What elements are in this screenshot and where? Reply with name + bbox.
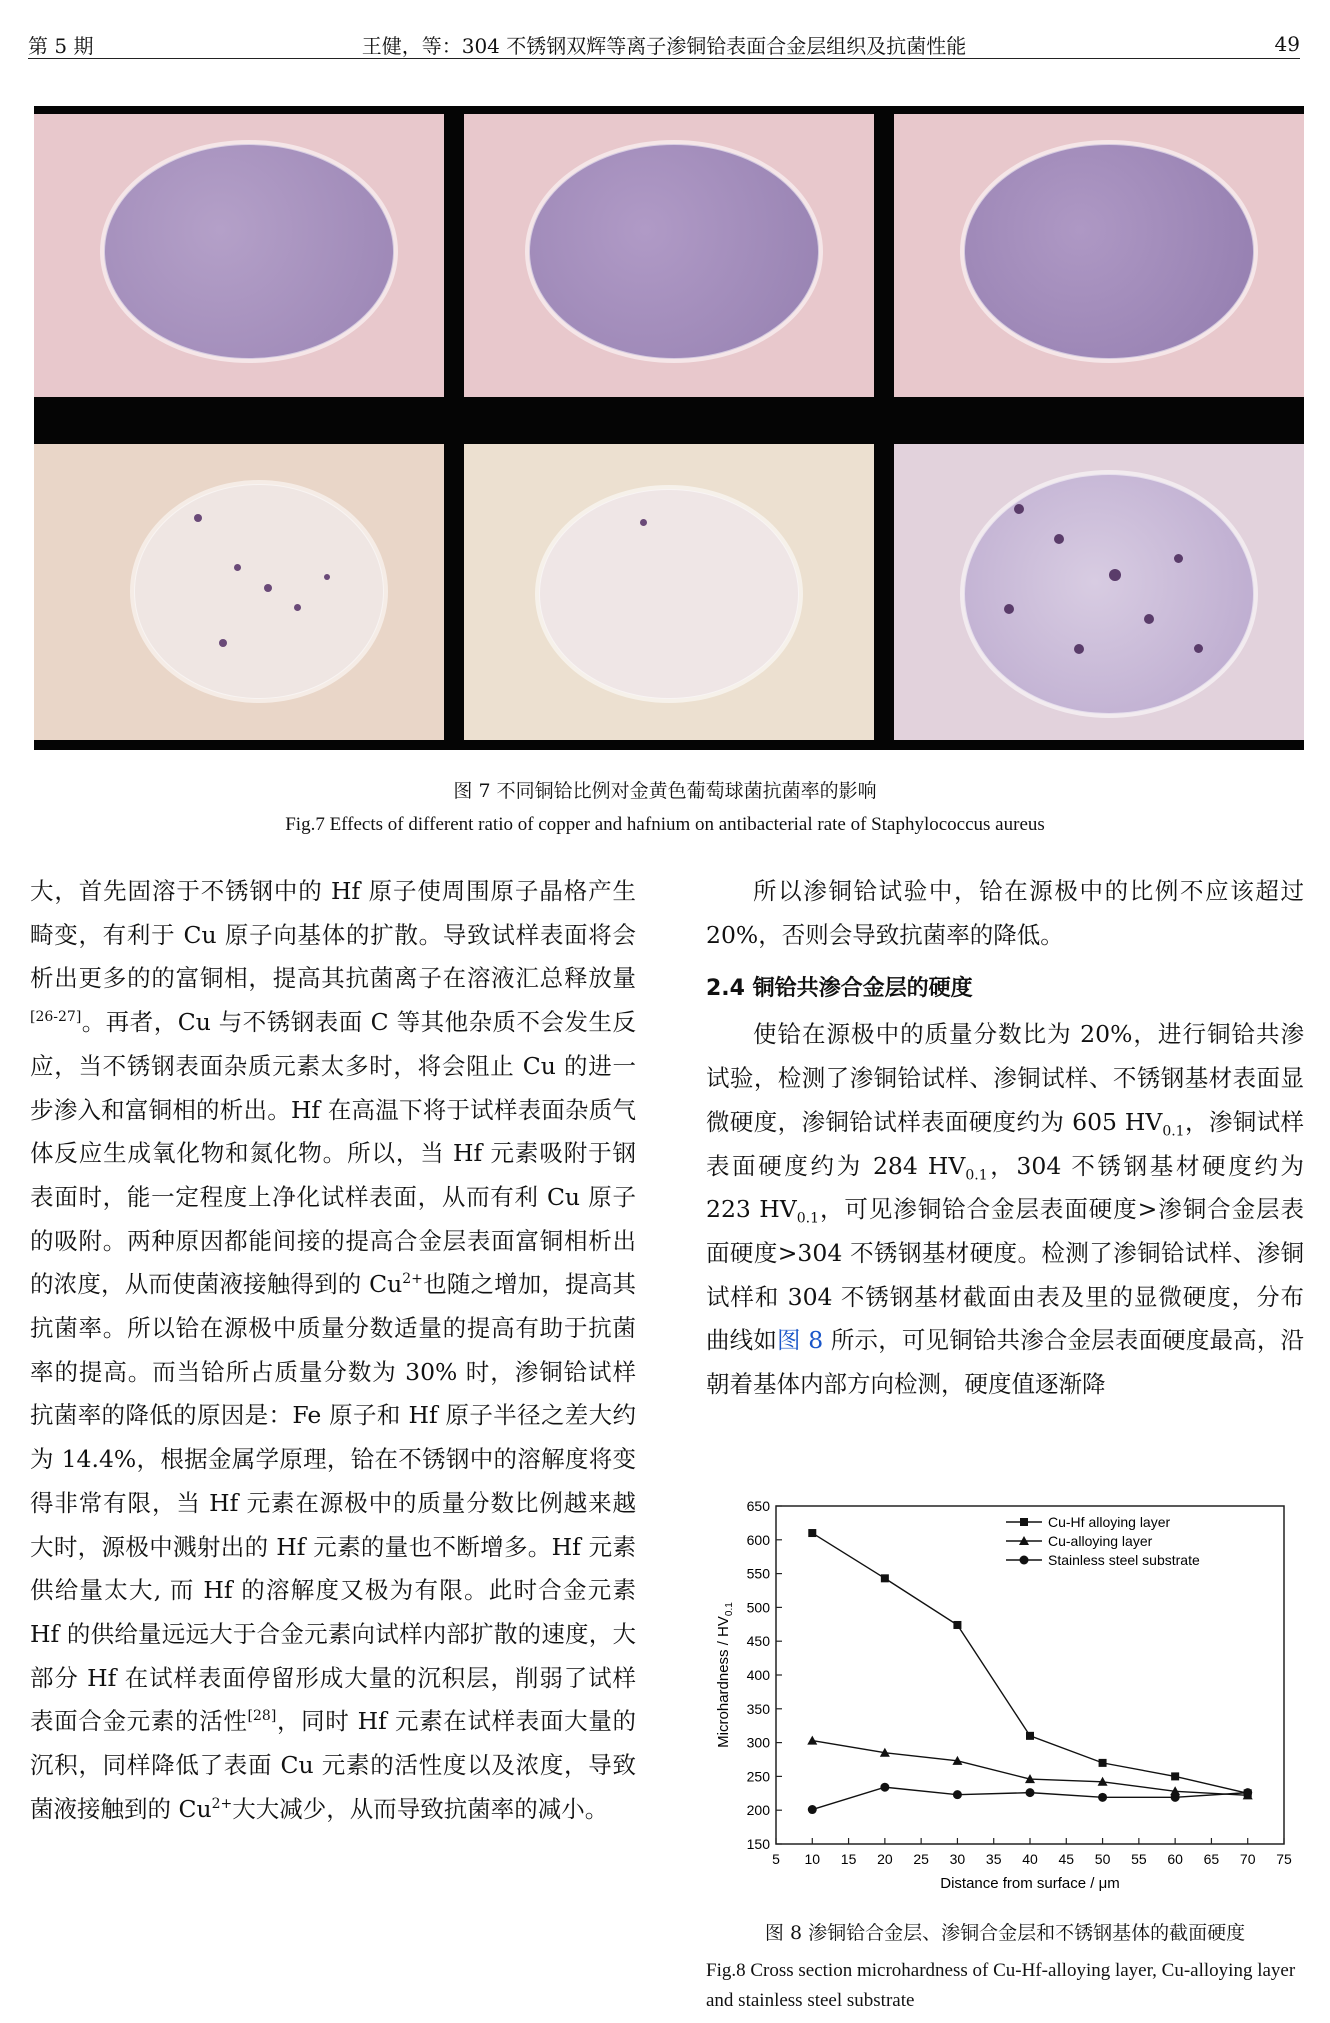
- series-line: [812, 1741, 1247, 1796]
- colony: [264, 584, 272, 592]
- figure8-caption-cn: 图 8 渗铜铪合金层、渗铜合金层和不锈钢基体的截面硬度: [764, 1922, 1246, 1944]
- colony: [1054, 534, 1064, 544]
- petri-dish-rim: [525, 140, 823, 363]
- colony: [1109, 569, 1121, 581]
- petri-photo-6: [894, 444, 1304, 740]
- petri-photo-5: [464, 444, 874, 740]
- data-point-circle: [953, 1790, 962, 1799]
- x-tick-label: 45: [1058, 1851, 1075, 1867]
- x-tick-label: 50: [1094, 1851, 1111, 1867]
- citation[interactable]: [28]: [247, 1708, 277, 1725]
- colony: [1174, 554, 1183, 563]
- legend-label: Cu-Hf alloying layer: [1048, 1514, 1171, 1530]
- data-point-triangle: [807, 1736, 817, 1745]
- colony: [1074, 644, 1084, 654]
- petri-dish-rim: [960, 140, 1258, 363]
- data-point-circle: [1243, 1788, 1252, 1797]
- data-point-circle: [1098, 1793, 1107, 1802]
- colony: [1144, 614, 1154, 624]
- paragraph: 所以渗铜铪试验中，铪在源极中的比例不应该超过 20%，否则会导致抗菌率的降低。: [706, 877, 1304, 949]
- petri-dish-rim: [535, 485, 803, 703]
- x-tick-label: 5: [772, 1851, 780, 1867]
- data-point-square: [808, 1529, 816, 1537]
- x-tick-label: 25: [913, 1851, 929, 1867]
- data-point-circle: [808, 1805, 817, 1814]
- y-tick-label: 200: [746, 1802, 770, 1819]
- page-header: [28, 0, 1300, 59]
- figure7-photo-panel: [34, 106, 1304, 750]
- colony: [640, 519, 647, 526]
- running-title: 王健，等：304 不锈钢双辉等离子渗铜铪表面合金层组织及抗菌性能: [361, 34, 967, 58]
- paragraph: 使铪在源极中的质量分数比为 20%，进行铜铪共渗试验，检测了渗铜铪试样、渗铜试样、不锈钢基材表面显微硬度，渗铜铪试样表面硬度约为 605 $HV_{0.1}$，渗铜试样表面硬度约为 284 $HV_{0.1}$，304 不锈钢基材硬度约为 223 $HV_{0.1}$，可见渗铜铪合金层表面硬度>渗铜合金层表面硬度>304 不锈钢基材硬度。检测了渗铜铪试样、渗铜试样和 304 不锈钢基材截面由表及里的显微硬度，分布曲线如图 8 所示，可见铜铪共渗合金层表面硬度最高，沿朝着基体内部方向检测，硬度值逐渐降: [706, 1020, 1305, 1399]
- data-point-square: [1026, 1732, 1034, 1740]
- colony: [1004, 604, 1014, 614]
- data-point-square: [1171, 1772, 1179, 1780]
- petri-photo-1: [34, 114, 444, 397]
- colony: [294, 604, 301, 611]
- y-tick-label: 300: [746, 1734, 770, 1751]
- data-point-square: [881, 1574, 889, 1582]
- data-point-square: [1099, 1759, 1107, 1767]
- petri-dish-rim: [100, 140, 398, 363]
- right-column: [706, 870, 1304, 1407]
- citation[interactable]: [26-27]: [30, 1009, 82, 1026]
- x-tick-label: 20: [877, 1851, 893, 1867]
- colony: [324, 574, 330, 580]
- y-tick-label: 450: [746, 1633, 770, 1650]
- x-tick-label: 70: [1239, 1851, 1256, 1867]
- data-point-circle: [1026, 1788, 1035, 1797]
- colony: [1014, 504, 1024, 514]
- y-axis-label: Microhardness / $HV_{0.1}$: [715, 1602, 735, 1748]
- x-axis-label: Distance from surface / μm: [940, 1875, 1120, 1892]
- petri-photo-3: [894, 114, 1304, 397]
- data-point-circle: [1171, 1793, 1180, 1802]
- section-heading: 2.4 铜铪共渗合金层的硬度: [706, 976, 973, 1002]
- data-point-circle: [880, 1783, 889, 1792]
- petri-dish-rim: [130, 480, 388, 703]
- petri-dish-rim: [960, 470, 1258, 718]
- paragraph: 大，首先固溶于不锈钢中的 Hf 原子使周围原子晶格产生畸变，有利于 Cu 原子向基体的扩散。导致试样表面将会析出更多的的富铜相，提高其抗菌离子在溶液汇总释放量[26-27]。再者，Cu 与不锈钢表面 C 等其他杂质不会发生反应，当不锈钢表面杂质元素太多时，将会阻止 Cu 的进一步渗入和富铜相的析出。Hf 在高温下将于试样表面杂质气体反应生成氧化物和氮化物。所以，当 Hf 元素吸附于钢表面时，能一定程度上净化试样表面，从而有利 Cu 原子的吸附。两种原因都能间接的提高合金层表面富铜相析出的浓度，从而使菌液接触得到的 $Cu^{2+}$也随之增加，提高其抗菌率。所以铪在源极中质量分数适量的提高有助于抗菌率的提高。而当铪所占质量分数为 30% 时，渗铜铪试样抗菌率的降低的原因是：Fe 原子和 Hf 原子半径之差大约为 14.4%，根据金属学原理，铪在不锈钢中的溶解度将变得非常有限，当 Hf 元素在源极中的质量分数比例越来越大时，源极中溅射出的 Hf 元素的量也不断增多。Hf 元素供给量太大, 而 Hf 的溶解度又极为有限。此时合金元素 Hf 的供给量远远大于合金元素向试样内部扩散的速度，大部分 Hf 在试样表面停留形成大量的沉积层，削弱了试样表面合金元素的活性[28]，同时 Hf 元素在试样表面大量的沉积，同样降低了表面 Cu 元素的活性度以及浓度，导致菌液接触到的 $Cu^{2+}$大大减少，从而导致抗菌率的减小。: [30, 877, 637, 1823]
- y-tick-label: 650: [746, 1498, 770, 1514]
- y-tick-label: 600: [746, 1531, 770, 1548]
- x-tick-label: 65: [1203, 1851, 1220, 1867]
- x-tick-label: 10: [804, 1851, 821, 1867]
- legend-label: Stainless steel substrate: [1048, 1552, 1200, 1568]
- y-tick-label: 550: [746, 1565, 770, 1582]
- colony: [194, 514, 202, 522]
- figure7-caption-en: Fig.7 Effects of different ratio of copper and hafnium on antibacterial rate of Staphylococcus aureus: [285, 814, 1045, 835]
- left-column: [30, 870, 636, 1831]
- figure8-chart: [706, 1494, 1306, 1904]
- x-tick-label: 15: [840, 1851, 857, 1867]
- x-tick-label: 35: [985, 1851, 1002, 1867]
- petri-photo-4: [34, 444, 444, 740]
- page-number: 49: [1274, 32, 1300, 56]
- y-tick-label: 150: [746, 1836, 770, 1852]
- legend-label: Cu-alloying layer: [1048, 1533, 1153, 1549]
- y-tick-label: 250: [746, 1768, 770, 1785]
- x-tick-label: 30: [949, 1851, 966, 1867]
- data-point-square: [953, 1621, 961, 1629]
- issue-number: 第 5 期: [28, 34, 94, 58]
- y-tick-label: 400: [746, 1667, 770, 1683]
- data-point-square: [1020, 1518, 1028, 1526]
- series-line: [812, 1533, 1247, 1793]
- y-tick-label: 350: [746, 1700, 770, 1717]
- colony: [234, 564, 241, 571]
- x-tick-label: 60: [1167, 1851, 1183, 1867]
- data-point-circle: [1020, 1556, 1029, 1565]
- x-tick-label: 55: [1131, 1851, 1147, 1867]
- figure-reference-link[interactable]: 图 8: [777, 1326, 824, 1355]
- colony: [219, 639, 227, 647]
- colony: [1194, 644, 1203, 653]
- y-tick-label: 500: [746, 1599, 770, 1616]
- x-tick-label: 75: [1276, 1851, 1292, 1867]
- figure8-caption-en: Fig.8 Cross section microhardness of Cu-Hf-alloying layer, Cu-alloying layer and stainless steel substrate: [706, 1960, 1296, 2011]
- figure7-caption-cn: 图 7 不同铜铪比例对金黄色葡萄球菌抗菌率的影响: [453, 780, 877, 802]
- petri-photo-2: [464, 114, 874, 397]
- x-tick-label: 40: [1022, 1851, 1038, 1867]
